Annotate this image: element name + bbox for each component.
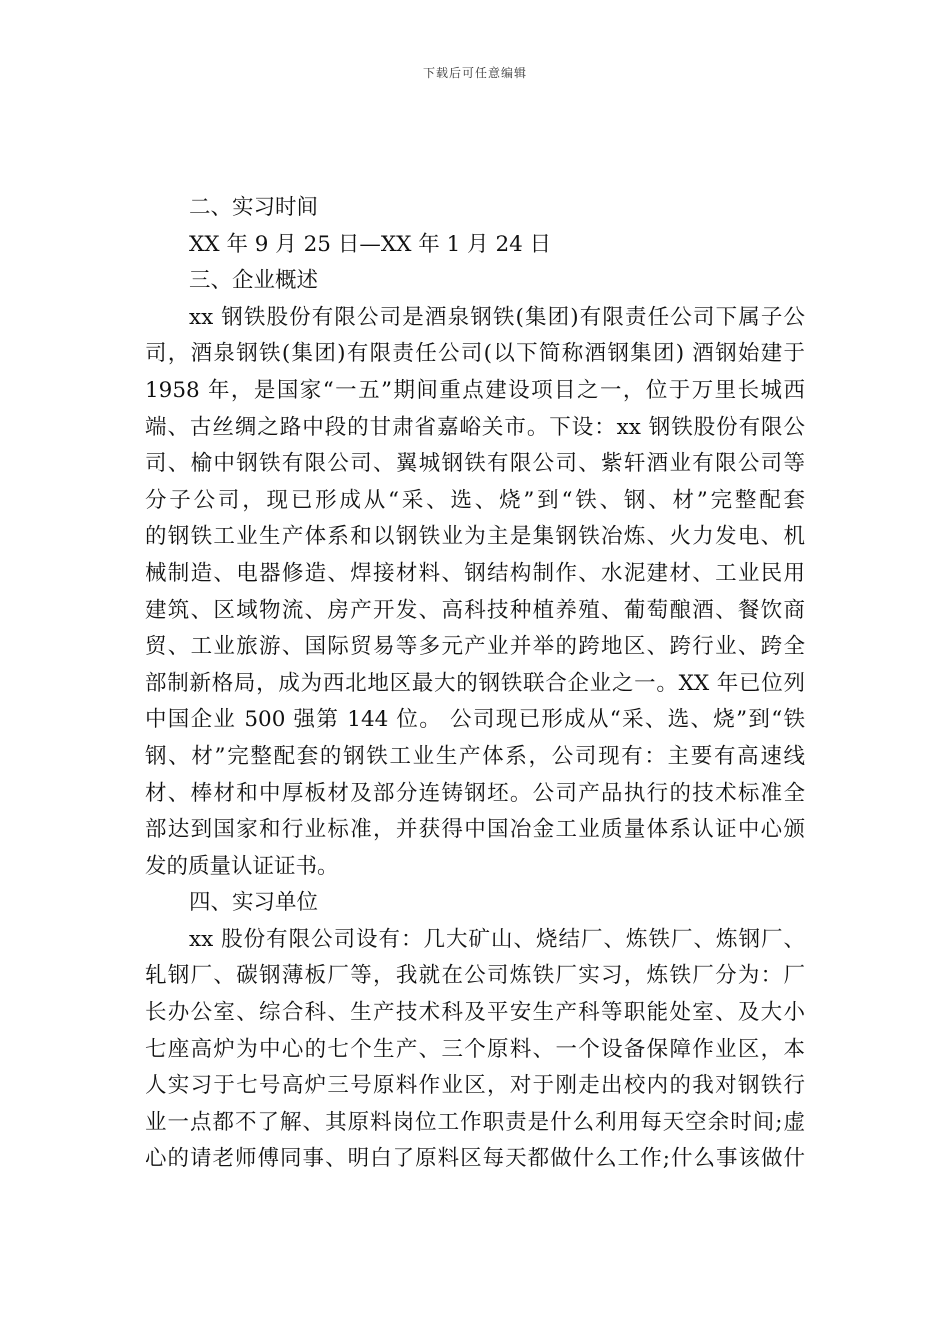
paragraph-line: 人实习于七号高炉三号原料作业区，对于刚走出校内的我对钢铁行 xyxy=(145,1073,805,1099)
paragraph-line: 1958 年，是国家“一五”期间重点建设项目之一，位于万里长城西 xyxy=(145,377,805,403)
paragraph-line: 钢、材”完整配套的钢铁工业生产体系，公司现有：主要有高速线 xyxy=(145,743,805,769)
paragraph-line: 材、棒材和中厚板材及部分连铸钢坯。公司产品执行的技术标准全 xyxy=(145,780,805,806)
paragraph-line: xx 钢铁股份有限公司是酒泉钢铁(集团)有限责任公司下属子公 xyxy=(189,304,805,330)
paragraph-line: 分子公司，现已形成从“采、选、烧”到“铁、钢、材”完整配套 xyxy=(145,487,805,513)
internship-date-range: XX 年 9 月 25 日—XX 年 1 月 24 日 xyxy=(189,231,552,257)
paragraph-line: 部达到国家和行业标准，并获得中国冶金工业质量体系认证中心颁 xyxy=(145,817,805,843)
paragraph-line: 长办公室、综合科、生产技术科及平安生产科等职能处室、及大小 xyxy=(145,1000,805,1026)
section-title-internship-time: 二、实习时间 xyxy=(189,195,319,220)
section-title-internship-unit: 四、实习单位 xyxy=(189,890,319,916)
section-title-company-overview: 三、企业概述 xyxy=(189,268,319,294)
paragraph-line: 发的质量认证证书。 xyxy=(145,853,339,879)
paragraph-line: 端、古丝绸之路中段的甘肃省嘉峪关市。下设：xx 钢铁股份有限公 xyxy=(145,414,805,440)
paragraph-line: 部制新格局，成为西北地区最大的钢铁联合企业之一。XX 年已位列 xyxy=(145,670,805,696)
paragraph-line: 贸、工业旅游、国际贸易等多元产业并举的跨地区、跨行业、跨全 xyxy=(145,634,805,660)
document-body xyxy=(145,190,805,1178)
page-header: 下载后可任意编辑 xyxy=(422,66,527,80)
paragraph-line: 司，酒泉钢铁(集团)有限责任公司(以下简称酒钢集团) 酒钢始建于 xyxy=(145,341,805,367)
internship-unit-paragraph xyxy=(145,922,805,1178)
paragraph-line: 械制造、电器修造、焊接材料、钢结构制作、水泥建材、工业民用 xyxy=(145,560,805,586)
paragraph-line: 司、榆中钢铁有限公司、翼城钢铁有限公司、紫轩酒业有限公司等 xyxy=(145,451,805,477)
paragraph-line: 七座高炉为中心的七个生产、三个原料、一个设备保障作业区，本 xyxy=(145,1036,805,1062)
paragraph-line: 心的请老师傅同事、明白了原料区每天都做什么工作;什么事该做什 xyxy=(145,1146,805,1172)
paragraph-line: 建筑、区域物流、房产开发、高科技种植养殖、葡萄酿酒、餐饮商 xyxy=(145,597,805,623)
paragraph-line: xx 股份有限公司设有：几大矿山、烧结厂、炼铁厂、炼钢厂、 xyxy=(189,926,805,952)
paragraph-line: 的钢铁工业生产体系和以钢铁业为主是集钢铁冶炼、火力发电、机 xyxy=(145,524,805,550)
paragraph-line: 中国企业 500 强第 144 位。 公司现已形成从“采、选、烧”到“铁 xyxy=(145,707,805,733)
paragraph-line: 轧钢厂、碳钢薄板厂等，我就在公司炼铁厂实习，炼铁厂分为：厂 xyxy=(145,963,805,989)
company-overview-paragraph xyxy=(145,300,805,886)
paragraph-line: 业一点都不了解、其原料岗位工作职责是什么利用每天空余时间;虚 xyxy=(145,1109,805,1135)
